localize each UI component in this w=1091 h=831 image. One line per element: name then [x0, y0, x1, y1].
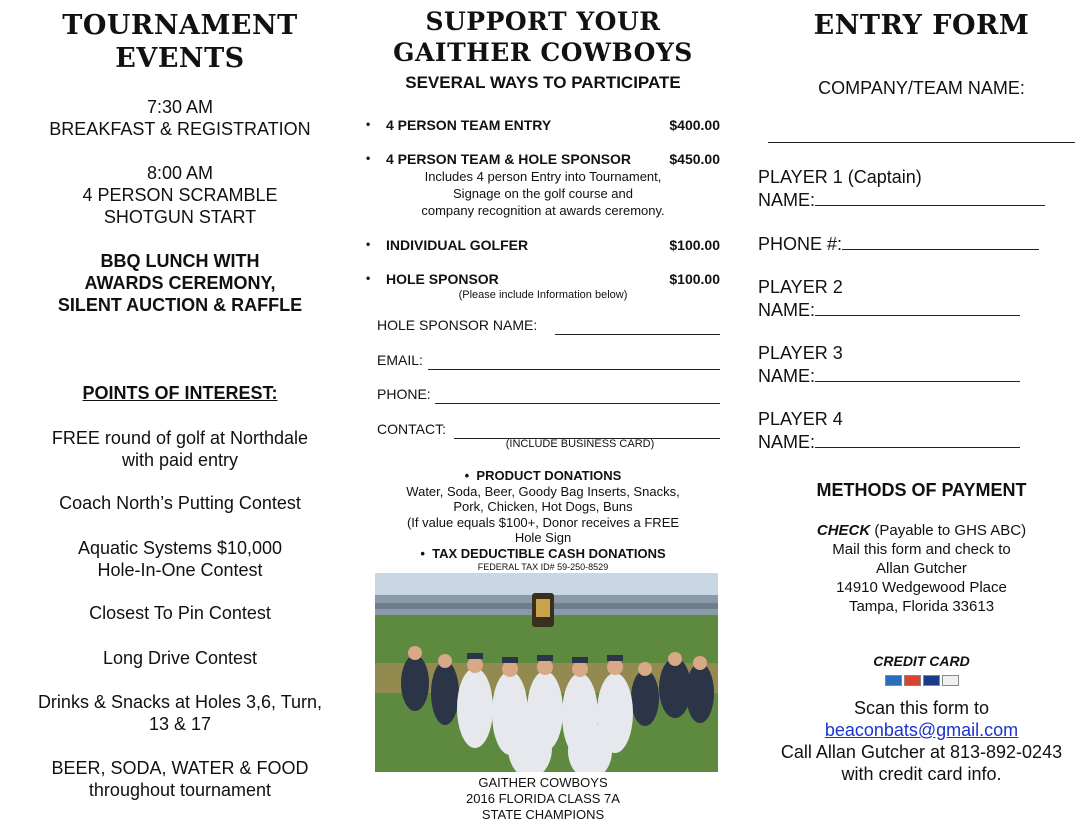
mail-street: 14910 Wedgewood Place: [836, 579, 1007, 596]
breakfast-label: BREAKFAST & REGISTRATION: [49, 119, 311, 139]
amex-icon: [885, 675, 902, 686]
scramble-time: 8:00 AM: [146, 163, 214, 183]
phone-underline: [842, 232, 1039, 250]
email-link[interactable]: beaconbats@gmail.com: [824, 720, 1019, 740]
item-price: $100.00: [669, 237, 720, 253]
lunch-line1: BBQ LUNCH WITH: [100, 251, 260, 271]
field-underline: [555, 334, 720, 335]
payment-heading: METHODS OF PAYMENT: [816, 480, 1027, 500]
discover-icon: [942, 675, 959, 686]
caption-line1: GAITHER COWBOYS: [478, 775, 608, 790]
hole-sponsor-note: (Please include Information below): [458, 289, 628, 301]
entry-form-heading: ENTRY FORM: [813, 10, 1030, 41]
item-price: $100.00: [669, 271, 720, 287]
poi-heading: POINTS OF INTEREST:: [82, 383, 278, 403]
bullet-icon: •: [366, 117, 371, 131]
breakfast-time: 7:30 AM: [146, 97, 214, 117]
name-label: NAME:: [758, 366, 816, 386]
phone-field[interactable]: [377, 386, 720, 406]
support-panel: [360, 0, 726, 831]
field-label: HOLE SPONSOR NAME:: [377, 317, 538, 333]
player3-label: PLAYER 3: [758, 343, 843, 363]
visa-icon: [923, 675, 940, 686]
donations-line2: Pork, Chicken, Hot Dogs, Buns: [453, 499, 633, 514]
sponsor-desc-line3: company recognition at awards ceremony.: [421, 203, 665, 218]
player1-block: [758, 166, 1088, 211]
name-underline: [815, 298, 1020, 316]
bullet-icon: •: [366, 237, 371, 251]
check-label: CHECK: [816, 522, 871, 539]
name-underline: [815, 364, 1020, 382]
donations-line1: Water, Soda, Beer, Goody Bag Inserts, Snacks,: [406, 483, 680, 499]
player1-name-field[interactable]: [758, 188, 1088, 211]
team-photo: [375, 573, 718, 772]
photo-caption: [360, 775, 726, 823]
bullet-icon: •: [420, 545, 425, 561]
tax-id: FEDERAL TAX ID# 59-250-8529: [477, 562, 609, 572]
name-label: NAME:: [758, 190, 816, 210]
name-underline: [815, 188, 1045, 206]
player4-block: [758, 408, 1088, 453]
contact-note: (INCLUDE BUSINESS CARD): [505, 438, 655, 450]
donations-heading-text: PRODUCT DONATIONS: [476, 468, 622, 483]
sponsor-desc-line1: Includes 4 person Entry into Tournament,: [424, 169, 662, 184]
player3-name-field[interactable]: [758, 364, 1088, 387]
player1-label: PLAYER 1 (Captain): [758, 167, 922, 187]
scan-line: Scan this form to: [853, 698, 990, 718]
check-payment: [752, 521, 1091, 616]
team-photo-image: [375, 573, 718, 772]
scramble-start: SHOTGUN START: [103, 207, 257, 227]
check-note: (Payable to GHS ABC): [874, 522, 1027, 539]
bullet-icon: •: [366, 151, 371, 165]
company-name-field[interactable]: [768, 125, 1075, 143]
item-label: 4 PERSON TEAM ENTRY: [386, 117, 552, 133]
player2-block: [758, 276, 1088, 321]
credit-heading: CREDIT CARD: [873, 653, 970, 669]
sponsor-description: [360, 168, 726, 219]
poi-drinks-snacks: Drinks & Snacks at Holes 3,6, Turn,: [37, 692, 323, 712]
player4-name-field[interactable]: [758, 430, 1088, 453]
poi-closest-pin: Closest To Pin Contest: [89, 603, 271, 623]
field-label: CONTACT:: [377, 421, 446, 437]
support-subheading: SEVERAL WAYS TO PARTICIPATE: [405, 73, 681, 92]
item-label: HOLE SPONSOR: [386, 271, 499, 287]
events-heading: [0, 9, 360, 75]
poi-hole-in-one: Hole-In-One Contest: [97, 560, 263, 580]
mail-city: Tampa, Florida 33613: [848, 598, 995, 615]
lunch-line3: SILENT AUCTION & RAFFLE: [57, 295, 303, 315]
tax-heading: [360, 546, 726, 562]
tax-heading-text: TAX DEDUCTIBLE CASH DONATIONS: [432, 545, 666, 561]
lunch-line2: AWARDS CEREMONY,: [84, 273, 276, 293]
field-underline: [428, 369, 720, 370]
mail-name: Allan Gutcher: [876, 560, 967, 577]
player4-label: PLAYER 4: [758, 409, 843, 429]
phone-label: PHONE #:: [758, 234, 843, 254]
player2-label: PLAYER 2: [758, 277, 843, 297]
donations-line4: Hole Sign: [514, 530, 572, 545]
donations-heading: [360, 468, 726, 484]
poi-aquatic-systems: Aquatic Systems $10,000: [77, 538, 283, 558]
name-label: NAME:: [758, 432, 816, 452]
card-logos: [752, 675, 1091, 687]
entry-form-panel: [752, 0, 1091, 831]
call-line2: with credit card info.: [841, 764, 1002, 784]
company-label: COMPANY/TEAM NAME:: [818, 78, 1025, 98]
field-underline: [435, 403, 720, 404]
name-label: NAME:: [758, 300, 816, 320]
hole-sponsor-name-field[interactable]: [377, 317, 720, 337]
scramble-label: 4 PERSON SCRAMBLE: [82, 185, 278, 205]
phone-field-entry[interactable]: [758, 232, 1088, 255]
poi-beer-soda: BEER, SODA, WATER & FOOD: [51, 758, 309, 778]
name-underline: [815, 430, 1020, 448]
support-heading-line2: GAITHER COWBOYS: [393, 38, 693, 67]
poi-free-golf-note: with paid entry: [121, 450, 239, 470]
bullet-icon: •: [464, 468, 470, 483]
caption-line3: STATE CHAMPIONS: [481, 807, 605, 822]
bullet-icon: •: [366, 271, 371, 285]
item-price: $400.00: [669, 117, 720, 133]
caption-line2: 2016 FLORIDA CLASS 7A: [466, 791, 620, 806]
field-label: EMAIL:: [377, 352, 423, 368]
field-label: PHONE:: [377, 386, 431, 402]
item-price: $450.00: [669, 151, 720, 167]
poi-long-drive: Long Drive Contest: [102, 648, 258, 668]
donations-line3: (If value equals $100+, Donor receives a FREE: [406, 514, 680, 530]
poi-free-golf: FREE round of golf at Northdale: [51, 428, 309, 448]
player3-block: [758, 342, 1088, 387]
sponsor-desc-line2: Signage on the golf course and: [453, 186, 633, 201]
item-label: INDIVIDUAL GOLFER: [386, 237, 529, 253]
support-heading-line1: SUPPORT YOUR: [425, 7, 661, 36]
credit-instructions: [752, 697, 1091, 785]
player2-name-field[interactable]: [758, 298, 1088, 321]
email-field[interactable]: [377, 352, 720, 372]
product-donations: [360, 468, 726, 561]
events-heading-line1: TOURNAMENT: [62, 10, 298, 41]
mastercard-icon: [904, 675, 921, 686]
tournament-events-panel: [0, 0, 360, 831]
events-heading-line2: EVENTS: [115, 43, 245, 74]
poi-throughout: throughout tournament: [88, 780, 272, 800]
call-line: Call Allan Gutcher at 813-892-0243: [780, 742, 1063, 762]
mail-line: Mail this form and check to: [832, 541, 1011, 558]
support-heading: [360, 6, 726, 68]
item-label: 4 PERSON TEAM & HOLE SPONSOR: [386, 151, 632, 167]
poi-drinks-holes: 13 & 17: [148, 714, 212, 734]
poi-putting-contest: Coach North’s Putting Contest: [59, 493, 301, 513]
